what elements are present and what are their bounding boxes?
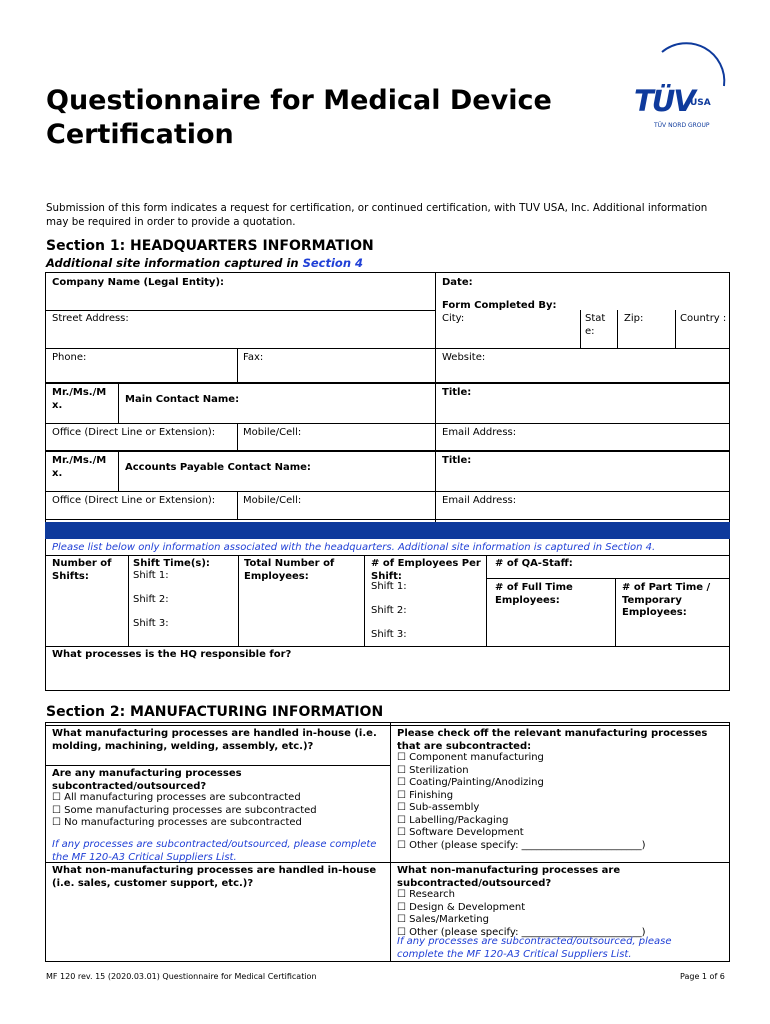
section1-subheading: Additional site information captured in Section 4	[46, 256, 364, 270]
q3-option[interactable]: ☐ Coating/Painting/Anodizing	[397, 777, 544, 788]
salutation-label: Mr./Ms./M x.	[52, 387, 107, 411]
title-label: Title:	[442, 387, 472, 398]
phone-label: Phone:	[52, 352, 87, 363]
q3-option[interactable]: ☐ Other (please specify: ________________________)	[397, 839, 646, 851]
section-divider-bar	[45, 522, 730, 539]
q3-option[interactable]: ☐ Finishing	[397, 789, 454, 801]
street-address-label: Street Address:	[52, 313, 129, 324]
q5-option[interactable]: ☐ Sales/Marketing	[397, 914, 489, 925]
num-shifts-label: Number of Shifts:	[52, 558, 112, 582]
hq-note: Please list below only information associated with the headquarters. Additional site information is captured in Section 4.	[52, 542, 656, 553]
q2-options	[52, 792, 317, 830]
q3-label: Please check off the relevant manufacturing processes that are subcontracted:	[397, 728, 708, 752]
hq-processes-field[interactable]	[46, 662, 729, 690]
city-label: City:	[442, 313, 465, 324]
q5-options	[397, 889, 646, 939]
q2-option[interactable]: ☐ No manufacturing processes are subcontracted	[52, 817, 302, 828]
intro-text: Submission of this form indicates a request for certification, or continued certification, with TUV USA, Inc. Additional information may be required in order to provide a quotation.	[46, 202, 708, 228]
shift3-label: Shift 3:	[133, 618, 169, 629]
footer-form-id: MF 120 rev. 15 (2020.03.01) Questionnaire for Medical Certification	[46, 972, 317, 981]
q3-option[interactable]: ☐ Labelling/Packaging	[397, 814, 509, 826]
street-address-field[interactable]	[46, 326, 434, 347]
shift-times-label: Shift Time(s):	[133, 558, 210, 569]
hq-processes-label: What processes is the HQ responsible for?	[52, 649, 292, 660]
footer-page-number: Page 1 of 6	[680, 972, 725, 981]
q5-option[interactable]: ☐ Design & Development	[397, 901, 526, 913]
country-label: Country :	[680, 313, 727, 324]
q5-label: What non-manufacturing processes are subcontracted/outsourced?	[397, 865, 621, 889]
logo-group: TÜV NORD GROUP	[654, 122, 710, 129]
mobile-label-2: Mobile/Cell:	[243, 495, 302, 506]
website-label: Website:	[442, 352, 486, 363]
company-name-field[interactable]	[46, 290, 434, 309]
shift3b-label: Shift 3:	[371, 629, 407, 640]
mobile-label: Mobile/Cell:	[243, 427, 302, 438]
q5-option[interactable]: ☐ Research	[397, 889, 456, 900]
q1-label: What manufacturing processes are handled in-house (i.e. molding, machining, welding, assembly, etc.)?	[52, 728, 377, 752]
shift2-label: Shift 2:	[133, 594, 169, 605]
logo-brand: TÜV	[634, 84, 694, 118]
q3-option[interactable]: ☐ Component manufacturing	[397, 752, 544, 763]
shift2b-label: Shift 2:	[371, 605, 407, 616]
email-label-2: Email Address:	[442, 495, 517, 506]
zip-label: Zip:	[624, 313, 644, 324]
q2-note: If any processes are subcontracted/outsourced, please complete the MF 120-A3 Critical Suppliers List.	[52, 839, 377, 863]
fax-label: Fax:	[243, 352, 264, 363]
date-field[interactable]	[436, 289, 729, 299]
q3-option[interactable]: ☐ Sub-assembly	[397, 802, 480, 813]
office-label: Office (Direct Line or Extension):	[52, 427, 216, 438]
main-contact-label: Main Contact Name:	[125, 394, 240, 405]
company-name-label: Company Name (Legal Entity):	[52, 277, 225, 288]
date-label: Date:	[442, 277, 473, 288]
q3-options	[397, 752, 646, 852]
q2-option[interactable]: ☐ Some manufacturing processes are subcontracted	[52, 804, 317, 816]
email-label: Email Address:	[442, 427, 517, 438]
tuv-logo	[632, 36, 732, 136]
shift1b-label: Shift 1:	[371, 581, 407, 592]
office-label-2: Office (Direct Line or Extension):	[52, 495, 216, 506]
state-label: Stat e:	[585, 313, 606, 337]
page-title: Questionnaire for Medical Device Certification	[46, 85, 552, 150]
title-label-2: Title:	[442, 455, 472, 466]
part-time-label: # of Part Time / Temporary Employees:	[622, 582, 711, 618]
full-time-label: # of Full Time Employees:	[495, 582, 573, 606]
q4-label: What non-manufacturing processes are handled in-house (i.e. sales, customer support, etc.)?	[52, 865, 377, 889]
ap-contact-label: Accounts Payable Contact Name:	[125, 462, 311, 473]
total-employees-label: Total Number of Employees:	[244, 558, 335, 582]
section1-heading: Section 1: HEADQUARTERS INFORMATION	[46, 238, 374, 254]
q3-option[interactable]: ☐ Sterilization	[397, 764, 469, 776]
q5-option[interactable]: ☐ Other (please specify: ________________________)	[397, 926, 646, 938]
section4-link[interactable]: Section 4	[302, 256, 364, 270]
employees-per-shift-label: # of Employees Per Shift:	[371, 558, 481, 582]
shift1-label: Shift 1:	[133, 570, 169, 581]
salutation-label-2: Mr./Ms./M x.	[52, 455, 107, 479]
q2-label: Are any manufacturing processes subcontracted/outsourced?	[52, 768, 242, 792]
logo-usa: USA	[690, 98, 711, 108]
q5-note: If any processes are subcontracted/outsourced, please complete the MF 120-A3 Critical Suppliers List.	[397, 936, 672, 960]
q2-option[interactable]: ☐ All manufacturing processes are subcontracted	[52, 792, 301, 803]
form-completed-by-label: Form Completed By:	[442, 300, 557, 311]
q3-option[interactable]: ☐ Software Development	[397, 827, 524, 838]
section2-heading: Section 2: MANUFACTURING INFORMATION	[46, 704, 384, 720]
qa-staff-label: # of QA-Staff:	[495, 558, 573, 569]
